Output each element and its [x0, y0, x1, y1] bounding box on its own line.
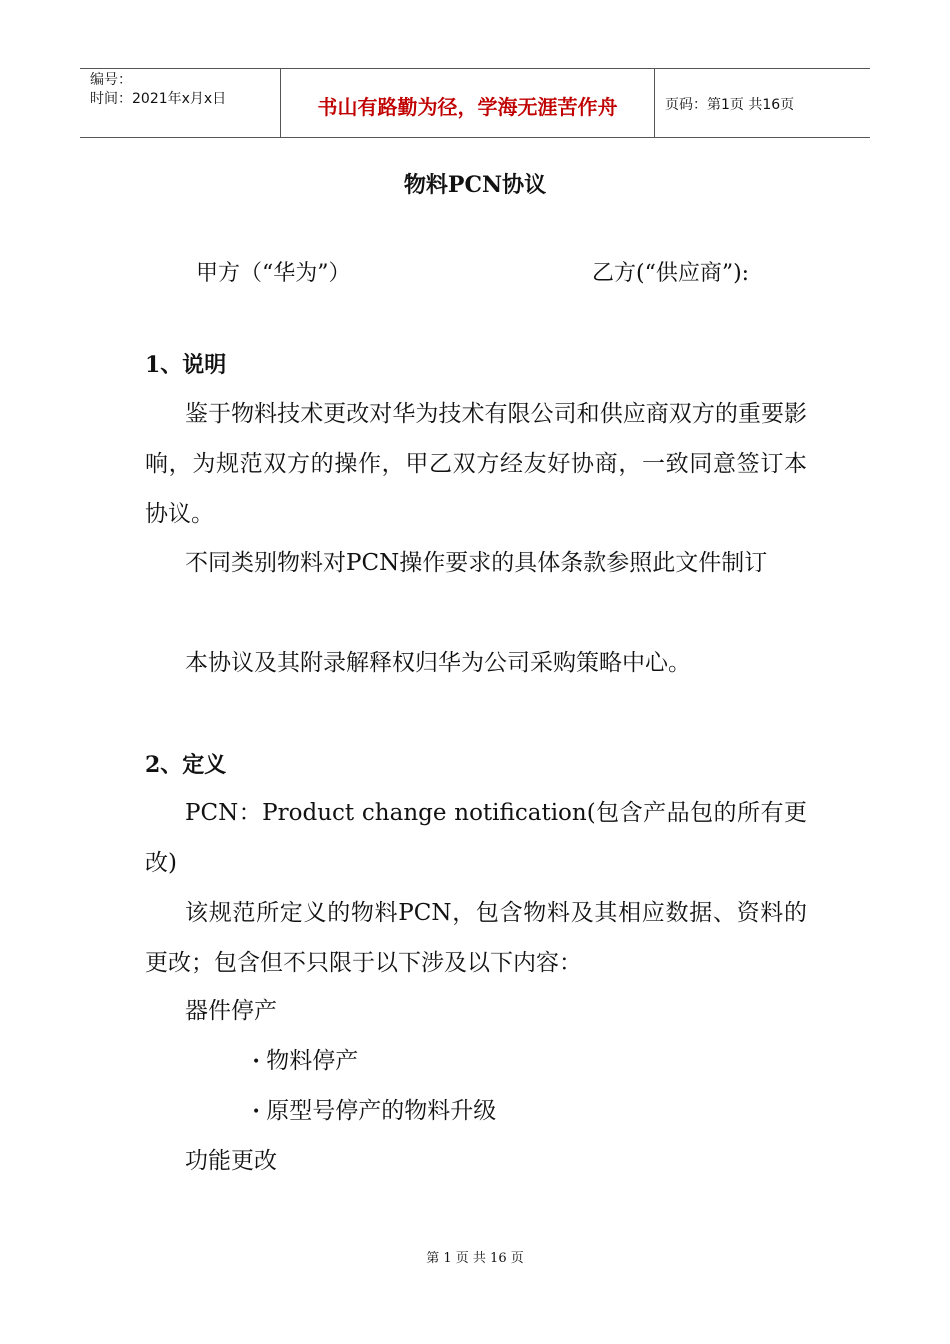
section-1-paragraph-2: 不同类别物料对PCN操作要求的具体条款参照此文件制订 [185, 550, 768, 576]
document-title: 物料PCN协议 [403, 172, 547, 198]
bullet-item-2-label: 原型号停产的物料升级 [266, 1098, 497, 1124]
bullet-item-2 [252, 1086, 496, 1137]
section-1-heading: 1、说明 [145, 352, 227, 378]
header-page-info: 页码：第1页 共16页 [665, 97, 795, 113]
section-2-paragraph-2: 该规范所定义的物料PCN，包含物料及其相应数据、资料的更改；包含但不只限于以下涉及以下内容： [145, 900, 807, 976]
header-meta-cell [80, 69, 281, 137]
page-footer: 第 1 页 共 16 页 [426, 1251, 524, 1266]
section-2-heading: 2、定义 [145, 752, 227, 778]
party-a: 甲方（“华为”） [196, 261, 351, 286]
section-2-paragraph-1: PCN：Product change notification(包含产品包的所有更改) [145, 800, 807, 876]
bullet-dot-icon: • [252, 1054, 261, 1070]
header-motto: 书山有路勤为径，学海无涯苦作舟 [281, 69, 655, 137]
serial-label: 编号： [90, 72, 132, 88]
list-item-discontinuation: 器件停产 [185, 998, 277, 1024]
party-b: 乙方(“供应商”): [592, 261, 750, 286]
section-1-paragraph-3: 本协议及其附录解释权归华为公司采购策略中心。 [185, 650, 691, 676]
bullet-dot-icon: • [252, 1104, 261, 1120]
header-table [80, 68, 870, 138]
bullet-item-1 [252, 1036, 358, 1087]
list-item-function-change: 功能更改 [185, 1148, 277, 1174]
bullet-item-1-label: 物料停产 [266, 1048, 359, 1074]
time-label: 时间：2021年x月x日 [90, 91, 227, 107]
section-1-paragraph-1: 鉴于物料技术更改对华为技术有限公司和供应商双方的重要影响，为规范双方的操作，甲乙双方经友好协商，一致同意签订本协议。 [145, 401, 807, 527]
